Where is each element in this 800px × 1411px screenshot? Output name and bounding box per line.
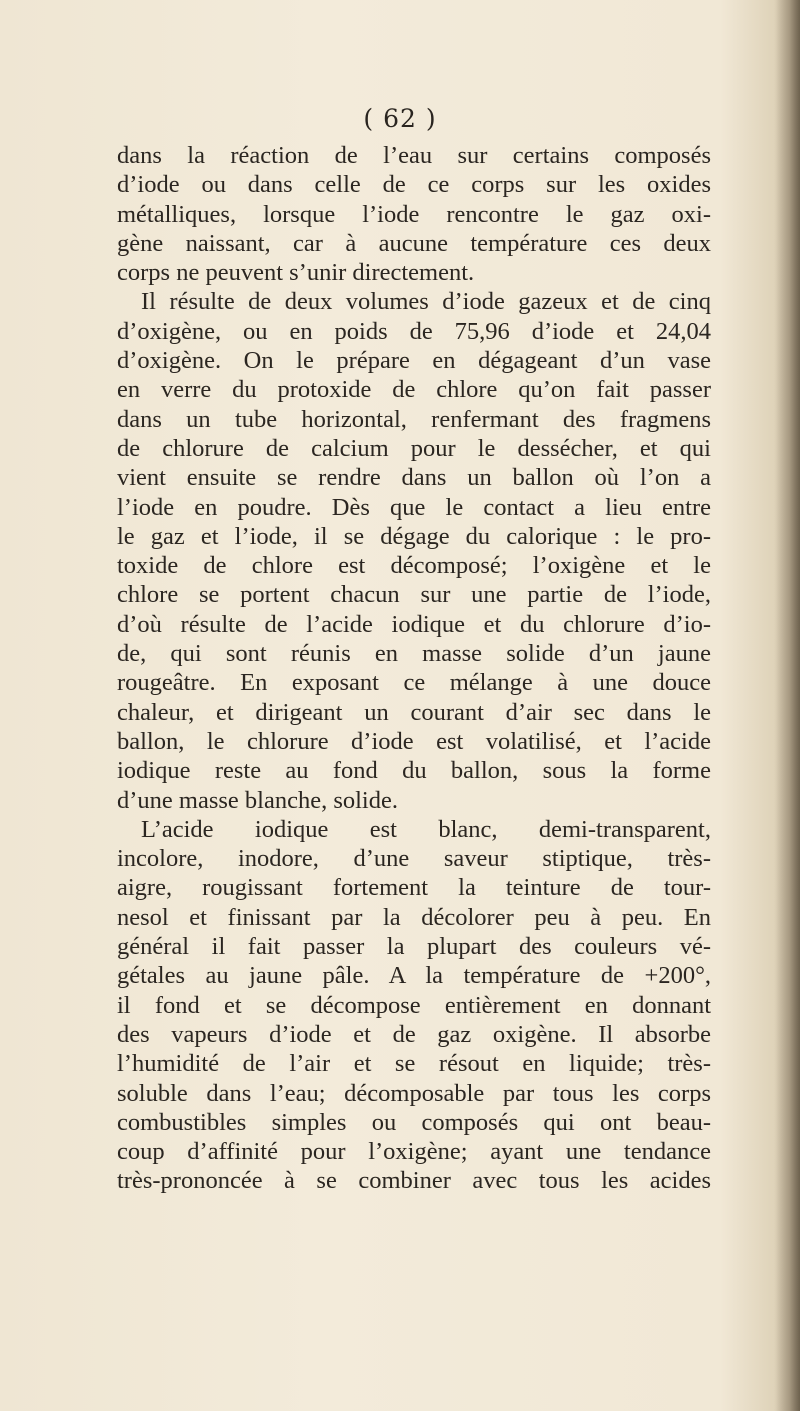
text-line: combustibles simples ou composés qui ont beau- <box>117 1108 711 1136</box>
text-line: ballon, le chlorure d’iode est volatilisé, et l’acide <box>117 727 711 755</box>
text-line: des vapeurs d’iode et de gaz oxigène. Il absorbe <box>117 1020 711 1048</box>
text-line: corps ne peuvent s’unir directement. <box>117 259 475 287</box>
text-line: coup d’affinité pour l’oxigène; ayant une tendance <box>117 1138 711 1166</box>
text-line: vient ensuite se rendre dans un ballon où l’on a <box>117 464 711 492</box>
text-line: iodique reste au fond du ballon, sous la forme <box>117 757 711 785</box>
text-line: le gaz et l’iode, il se dégage du calorique : le pro- <box>117 522 711 550</box>
page-edge-shadow <box>774 0 800 1411</box>
text-line: l’iode en poudre. Dès que le contact a lieu entre <box>117 493 711 521</box>
text-line: dans un tube horizontal, renfermant des fragmens <box>117 405 711 433</box>
text-line: métalliques, lorsque l’iode rencontre le gaz oxi- <box>117 200 711 228</box>
text-line: gène naissant, car à aucune température ces deux <box>117 229 711 257</box>
text-line: de, qui sont réunis en masse solide d’un jaune <box>117 640 711 668</box>
body-text <box>117 141 711 1196</box>
text-line: d’iode ou dans celle de ce corps sur les oxides <box>117 171 711 199</box>
text-line: soluble dans l’eau; décomposable par tous les corps <box>117 1079 711 1107</box>
text-line: toxide de chlore est décomposé; l’oxigène et le <box>117 552 711 580</box>
text-line: d’une masse blanche, solide. <box>117 786 398 814</box>
text-line: d’oxigène. On le prépare en dégageant d’un vase <box>117 347 711 375</box>
text-line: Il résulte de deux volumes d’iode gazeux et de cinq <box>141 288 711 316</box>
text-line: d’oxigène, ou en poids de 75,96 d’iode et 24,04 <box>117 317 711 345</box>
text-line: l’humidité de l’air et se résout en liquide; très- <box>117 1050 711 1078</box>
page-number: ( 62 ) <box>363 104 437 133</box>
text-line: aigre, rougissant fortement la teinture de tour- <box>117 874 711 902</box>
text-line: rougeâtre. En exposant ce mélange à une douce <box>117 669 711 697</box>
text-line: général il fait passer la plupart des couleurs vé- <box>117 933 711 961</box>
text-line: de chlorure de calcium pour le dessécher, et qui <box>117 434 711 462</box>
text-line: dans la réaction de l’eau sur certains composés <box>117 142 711 169</box>
text-line: incolore, inodore, d’une saveur stiptique, très- <box>117 845 711 873</box>
text-line: il fond et se décompose entièrement en donnant <box>117 991 711 1019</box>
text-line: chlore se portent chacun sur une partie de l’iode, <box>117 581 711 609</box>
text-line: d’où résulte de l’acide iodique et du chlorure d’io- <box>117 610 711 638</box>
text-line: très-prononcée à se combiner avec tous les acides <box>117 1167 711 1195</box>
text-line: en verre du protoxide de chlore qu’on fait passer <box>117 376 711 404</box>
text-line: nesol et finissant par la décolorer peu à peu. En <box>117 903 711 931</box>
text-line: chaleur, et dirigeant un courant d’air sec dans le <box>117 698 711 726</box>
text-line: L’acide iodique est blanc, demi-transparent, <box>141 815 711 843</box>
text-line: gétales au jaune pâle. A la température de +200°, <box>117 962 711 990</box>
